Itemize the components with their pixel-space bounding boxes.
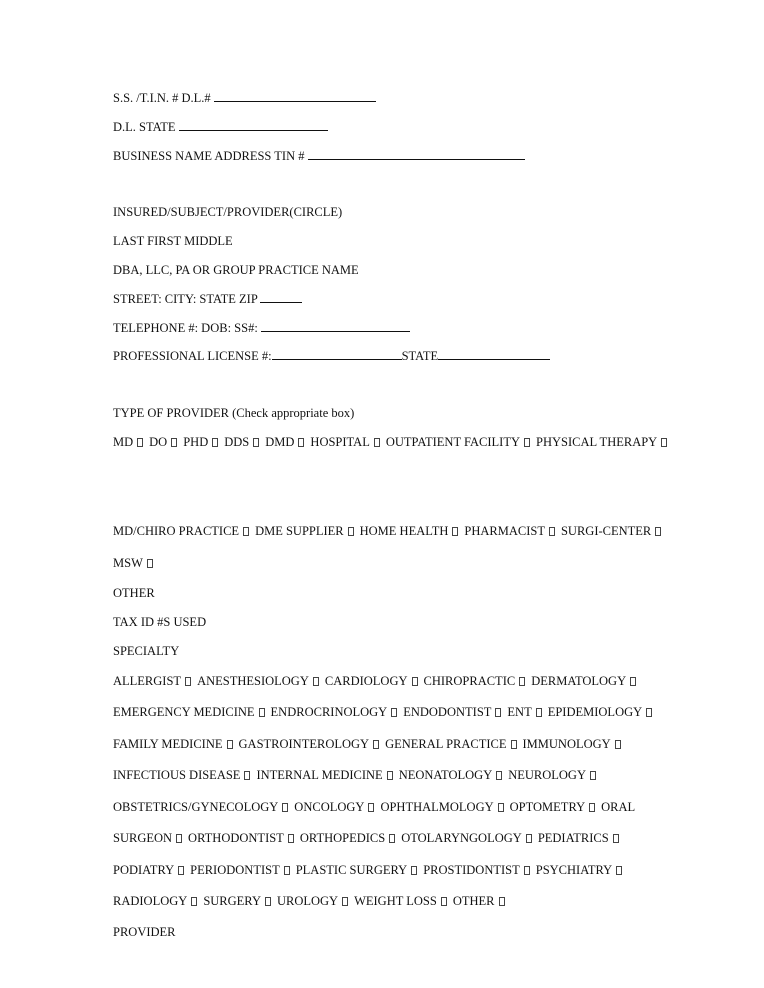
neonatology-checkbox[interactable]	[496, 771, 502, 780]
other-label: OTHER	[113, 586, 155, 600]
option-label: PHYSICAL THERAPY	[536, 435, 658, 449]
business-label: BUSINESS NAME ADDRESS TIN #	[113, 149, 305, 163]
street-row	[113, 291, 302, 307]
option-md-chiro-practice	[113, 524, 255, 538]
dds-checkbox[interactable]	[253, 438, 259, 447]
radiology-checkbox[interactable]	[191, 897, 197, 906]
option-label: OUTPATIENT FACILITY	[385, 435, 520, 449]
insured-subject-provider-label: INSURED/SUBJECT/PROVIDER(CIRCLE)	[113, 205, 343, 219]
surgi-center-checkbox[interactable]	[655, 527, 661, 536]
ss-tin-dl-field[interactable]	[214, 90, 376, 102]
neurology-checkbox[interactable]	[590, 771, 596, 780]
option-general-practice	[385, 737, 522, 751]
telephone-label: TELEPHONE #: DOB: SS#:	[113, 321, 258, 335]
option-endodontist	[403, 705, 507, 719]
emergency-medicine-checkbox[interactable]	[259, 708, 265, 717]
option-label: DMD	[265, 435, 295, 449]
podiatry-checkbox[interactable]	[178, 866, 184, 875]
option-internal-medicine	[256, 768, 398, 782]
dmd-checkbox[interactable]	[298, 438, 304, 447]
option-physical-therapy	[536, 435, 673, 449]
orthopedics-checkbox[interactable]	[389, 834, 395, 843]
dl-state-field[interactable]	[179, 119, 328, 131]
option-emergency-medicine	[113, 705, 271, 719]
option-label: PODIATRY	[113, 863, 175, 877]
option-label: ONCOLOGY	[294, 800, 365, 814]
option-label: UROLOGY	[276, 894, 339, 908]
option-label: SURGERY	[203, 894, 261, 908]
general-practice-checkbox[interactable]	[511, 740, 517, 749]
md-chiro-practice-checkbox[interactable]	[243, 527, 249, 536]
option-other	[453, 894, 511, 908]
option-optometry	[510, 800, 601, 814]
option-infectious-disease	[113, 768, 256, 782]
oral-surgeon-checkbox[interactable]	[176, 834, 182, 843]
gastrointerology-checkbox[interactable]	[373, 740, 379, 749]
obstetrics-gynecology-checkbox[interactable]	[282, 803, 288, 812]
option-label: INFECTIOUS DISEASE	[113, 768, 241, 782]
orthodontist-checkbox[interactable]	[288, 834, 294, 843]
option-label: EPIDEMIOLOGY	[547, 705, 643, 719]
option-label: OPHTHALMOLOGY	[380, 800, 494, 814]
endodontist-checkbox[interactable]	[495, 708, 501, 717]
option-epidemiology	[548, 705, 658, 719]
option-label: CHIROPRACTIC	[423, 674, 516, 688]
anesthesiology-checkbox[interactable]	[313, 677, 319, 686]
option-label: MD	[113, 435, 134, 449]
option-cardiology	[325, 674, 424, 688]
psychiatry-checkbox[interactable]	[616, 866, 622, 875]
prostidontist-checkbox[interactable]	[524, 866, 530, 875]
option-label: ALLERGIST	[113, 674, 182, 688]
provider-type-row-3	[113, 556, 159, 571]
option-anesthesiology	[197, 674, 325, 688]
option-obstetrics-gynecology	[113, 800, 294, 814]
business-row	[113, 148, 525, 164]
ss-tin-dl-row	[113, 90, 376, 106]
ss-field[interactable]	[261, 320, 410, 332]
telephone-row	[113, 320, 410, 336]
outpatient-facility-checkbox[interactable]	[524, 438, 530, 447]
option-label: NEONATOLOGY	[398, 768, 493, 782]
option-neonatology	[399, 768, 509, 782]
option-label: PERIODONTIST	[190, 863, 280, 877]
specialty-row-7	[113, 863, 628, 878]
option-label: SURGI-CENTER	[560, 524, 652, 538]
hospital-checkbox[interactable]	[374, 438, 380, 447]
physical-therapy-checkbox[interactable]	[661, 438, 667, 447]
option-hospital	[310, 435, 385, 449]
surgeon-label: SURGEON	[113, 831, 173, 845]
license-field[interactable]	[272, 348, 402, 360]
option-label: FAMILY MEDICINE	[113, 737, 223, 751]
allergist-checkbox[interactable]	[185, 677, 191, 686]
infectious-disease-checkbox[interactable]	[244, 771, 250, 780]
zip-field[interactable]	[260, 291, 302, 303]
pediatrics-checkbox[interactable]	[613, 834, 619, 843]
specialty-row-2	[113, 705, 658, 720]
other-checkbox[interactable]	[499, 897, 505, 906]
option-label: HOME HEALTH	[359, 524, 449, 538]
tax-id-label: TAX ID #S USED	[113, 615, 207, 629]
option-label: RADIOLOGY	[113, 894, 188, 908]
weight-loss-checkbox[interactable]	[441, 897, 447, 906]
md-checkbox[interactable]	[137, 438, 143, 447]
option-label: ENDROCRINOLOGY	[270, 705, 388, 719]
option-allergist	[113, 674, 197, 688]
periodontist-checkbox[interactable]	[284, 866, 290, 875]
option-label: DDS	[224, 435, 250, 449]
option-label: DO	[149, 435, 168, 449]
option-label: ENDODONTIST	[403, 705, 492, 719]
option-label: IMMUNOLOGY	[522, 737, 611, 751]
option-home-health	[360, 524, 465, 538]
license-row	[113, 348, 550, 364]
option-label: ANESTHESIOLOGY	[197, 674, 309, 688]
option-label: EMERGENCY MEDICINE	[113, 705, 255, 719]
dme-supplier-checkbox[interactable]	[348, 527, 354, 536]
specialty-row-3	[113, 737, 627, 752]
dl-state-row	[113, 119, 328, 135]
option-label: DME SUPPLIER	[255, 524, 344, 538]
specialty-row-5	[113, 800, 635, 815]
option-label: OPTOMETRY	[509, 800, 586, 814]
immunology-checkbox[interactable]	[615, 740, 621, 749]
option-neurology	[508, 768, 602, 782]
option-label: OBSTETRICS/GYNECOLOGY	[113, 800, 279, 814]
option-label: NEUROLOGY	[508, 768, 586, 782]
oral-label: ORAL	[601, 800, 636, 814]
option-label: MSW	[113, 556, 143, 570]
option-orthopedics	[300, 831, 401, 845]
option-gastrointerology	[239, 737, 386, 751]
option-label: OTOLARYNGOLOGY	[401, 831, 522, 845]
option-ent	[507, 705, 547, 719]
option-phd	[183, 435, 224, 449]
ophthalmology-checkbox[interactable]	[498, 803, 504, 812]
option-label: MD/CHIRO PRACTICE	[113, 524, 240, 538]
chiropractic-checkbox[interactable]	[519, 677, 525, 686]
pharmacist-checkbox[interactable]	[549, 527, 555, 536]
option-podiatry	[113, 863, 190, 877]
option-family-medicine	[113, 737, 239, 751]
provider-label: PROVIDER	[113, 925, 176, 939]
option-label: OTHER	[452, 894, 495, 908]
option-md	[113, 435, 149, 449]
option-label: PHD	[183, 435, 209, 449]
license-state-label: STATE	[401, 349, 439, 363]
cardiology-checkbox[interactable]	[412, 677, 418, 686]
provider-type-heading: TYPE OF PROVIDER (Check appropriate box)	[113, 406, 355, 420]
option-weight-loss	[354, 894, 453, 908]
specialty-row-6	[113, 831, 625, 846]
option-psychiatry	[536, 863, 628, 877]
option-endrocrinology	[271, 705, 404, 719]
do-checkbox[interactable]	[171, 438, 177, 447]
otolaryngology-checkbox[interactable]	[526, 834, 532, 843]
specialty-row-1	[113, 674, 642, 689]
option-label: GASTROINTEROLOGY	[238, 737, 370, 751]
option-label: GENERAL PRACTICE	[385, 737, 507, 751]
phd-checkbox[interactable]	[212, 438, 218, 447]
option-outpatient-facility	[386, 435, 536, 449]
option-dmd	[265, 435, 310, 449]
specialty-row-8	[113, 894, 511, 909]
internal-medicine-checkbox[interactable]	[387, 771, 393, 780]
license-label: PROFESSIONAL LICENSE #:	[113, 349, 272, 363]
provider-type-row-1	[113, 435, 673, 450]
msw-checkbox[interactable]	[147, 559, 153, 568]
option-orthodontist	[188, 831, 300, 845]
option-label: PLASTIC SURGERY	[295, 863, 408, 877]
home-health-checkbox[interactable]	[452, 527, 458, 536]
license-state-field[interactable]	[438, 348, 550, 360]
option-pharmacist	[464, 524, 561, 538]
option-dme-supplier	[255, 524, 360, 538]
option-label: ENT	[507, 705, 532, 719]
specialty-heading: SPECIALTY	[113, 644, 180, 658]
option-oncology	[294, 800, 380, 814]
option-pediatrics	[538, 831, 625, 845]
dl-state-label: D.L. STATE	[113, 120, 176, 134]
option-ophthalmology	[380, 800, 509, 814]
option-label: PHARMACIST	[464, 524, 545, 538]
option-periodontist	[190, 863, 296, 877]
option-dermatology	[531, 674, 642, 688]
option-label: ORTHODONTIST	[188, 831, 284, 845]
endrocrinology-checkbox[interactable]	[391, 708, 397, 717]
dba-label: DBA, LLC, PA OR GROUP PRACTICE NAME	[113, 263, 359, 277]
option-radiology	[113, 894, 203, 908]
option-label: PEDIATRICS	[537, 831, 609, 845]
name-label: LAST FIRST MIDDLE	[113, 234, 233, 248]
epidemiology-checkbox[interactable]	[646, 708, 652, 717]
option-plastic-surgery	[296, 863, 423, 877]
specialty-row-4	[113, 768, 602, 783]
option-immunology	[523, 737, 627, 751]
oncology-checkbox[interactable]	[368, 803, 374, 812]
option-label: HOSPITAL	[310, 435, 370, 449]
option-otolaryngology	[401, 831, 538, 845]
family-medicine-checkbox[interactable]	[227, 740, 233, 749]
option-dds	[224, 435, 265, 449]
option-surgery	[203, 894, 277, 908]
ent-checkbox[interactable]	[536, 708, 542, 717]
option-label: WEIGHT LOSS	[354, 894, 437, 908]
option-label: CARDIOLOGY	[324, 674, 408, 688]
option-urology	[277, 894, 354, 908]
surgery-checkbox[interactable]	[265, 897, 271, 906]
option-label: INTERNAL MEDICINE	[256, 768, 383, 782]
ss-tin-dl-label: S.S. /T.I.N. # D.L.#	[113, 91, 211, 105]
option-label: PSYCHIATRY	[535, 863, 613, 877]
business-field[interactable]	[308, 148, 525, 160]
provider-type-row-2	[113, 524, 667, 539]
dermatology-checkbox[interactable]	[630, 677, 636, 686]
plastic-surgery-checkbox[interactable]	[411, 866, 417, 875]
street-label: STREET: CITY: STATE ZIP	[113, 292, 258, 306]
option-do	[149, 435, 183, 449]
option-surgi-center	[561, 524, 667, 538]
optometry-checkbox[interactable]	[589, 803, 595, 812]
option-chiropractic	[424, 674, 532, 688]
option-label: DERMATOLOGY	[531, 674, 627, 688]
option-label: ORTHOPEDICS	[299, 831, 386, 845]
option-msw	[113, 556, 159, 570]
option-label: PROSTIDONTIST	[423, 863, 520, 877]
option-prostidontist	[423, 863, 536, 877]
urology-checkbox[interactable]	[342, 897, 348, 906]
